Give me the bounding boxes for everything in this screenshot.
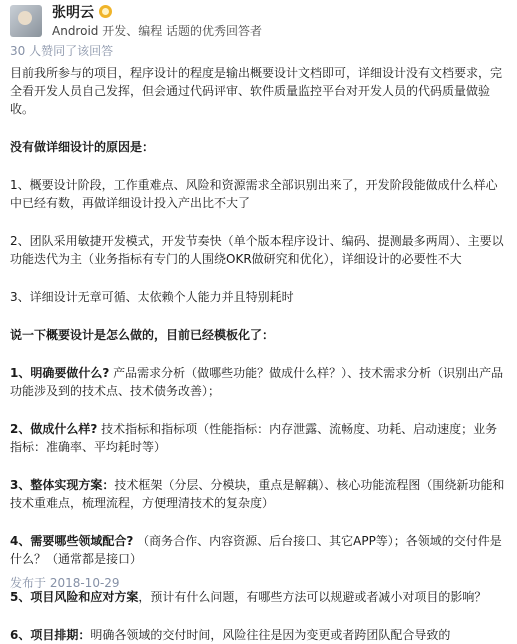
howto-item-label: 3、整体实现方案： (10, 478, 115, 492)
reason-2: 2、团队采用敏捷开发模式，开发节奏快（单个版本程序设计、编码、提测最多两周）、主要以功能迭代为主（业务指标有专门的人围绕OKR做研究和优化），详细设计的必要性不大 (10, 234, 504, 266)
author-headline: Android 开发、编程 话题的优秀回答者 (52, 24, 263, 38)
howto-item-text: （商务合作、内容资源、后台接口、其它APP等）；各领域的交付件是什么？（通常都是接口） (10, 534, 502, 566)
howto-item-text: 技术指标和指标项（性能指标：内存泄露、流畅度、功耗、启动速度；业务指标：准确率、平均耗时等） (10, 422, 498, 454)
answer-content (10, 64, 507, 644)
author-info (10, 0, 507, 40)
howto-item-3 (10, 476, 507, 512)
author-meta (52, 3, 262, 39)
howto-item-1 (10, 364, 507, 400)
howto-item-4 (10, 532, 507, 568)
howto-item-2 (10, 420, 507, 456)
reason-3: 3、详细设计无章可循、太依赖个人能力并且特别耗时 (10, 290, 294, 304)
howto-item-text: ，预计有什么问题，有哪些方法可以规避或者减小对项目的影响？ (138, 590, 487, 604)
howto-item-label: 4、需要哪些领域配合? (10, 534, 134, 548)
reasons-title: 没有做详细设计的原因是： (10, 140, 155, 154)
author-name[interactable]: 张明云 (52, 4, 94, 21)
excellent-answerer-badge-icon (99, 5, 112, 18)
publish-date[interactable]: 发布于 2018-10-29 (10, 576, 120, 590)
answer-intro: 目前我所参与的项目，程序设计的程度是输出概要设计文档即可，详细设计没有文档要求，完全看开发人员自己发挥，但会通过代码评审、软件质量监控平台对开发人员的代码质量做验收。 (10, 66, 503, 116)
howto-item-label: 1、明确要做什么? (10, 366, 110, 380)
howto-item-text: 产品需求分析（做哪些功能？做成什么样？）、技术需求分析（识别出产品功能涉及到的技术点、技术债务改善）； (10, 366, 504, 398)
reason-1: 1、概要设计阶段，工作重难点、风险和资源需求全部识别出来了，开发阶段能做成什么样心中已经有数，再做详细设计投入产出比不大了 (10, 178, 498, 210)
howto-title: 说一下概要设计是怎么做的，目前已经模板化了： (10, 328, 275, 342)
howto-item-label: 5、项目风险和应对方案 (10, 590, 139, 604)
author-name-row (52, 3, 262, 20)
author-avatar[interactable] (10, 5, 42, 37)
howto-item-6 (10, 626, 507, 644)
howto-item-label: 6、项目排期： (10, 628, 91, 642)
vote-count[interactable]: 30 人赞同了该回答 (10, 44, 114, 58)
howto-item-text: 技术框架（分层、分模块，重点是解藕）、核心功能流程图（围绕新功能和技术重难点，梳理流程，方便理清技术的复杂度） (10, 478, 505, 510)
howto-item-label: 2、做成什么样? (10, 422, 98, 436)
howto-item-text: 明确各领域的交付时间，风险往往是因为变更或者跨团队配合导致的 (90, 628, 451, 642)
